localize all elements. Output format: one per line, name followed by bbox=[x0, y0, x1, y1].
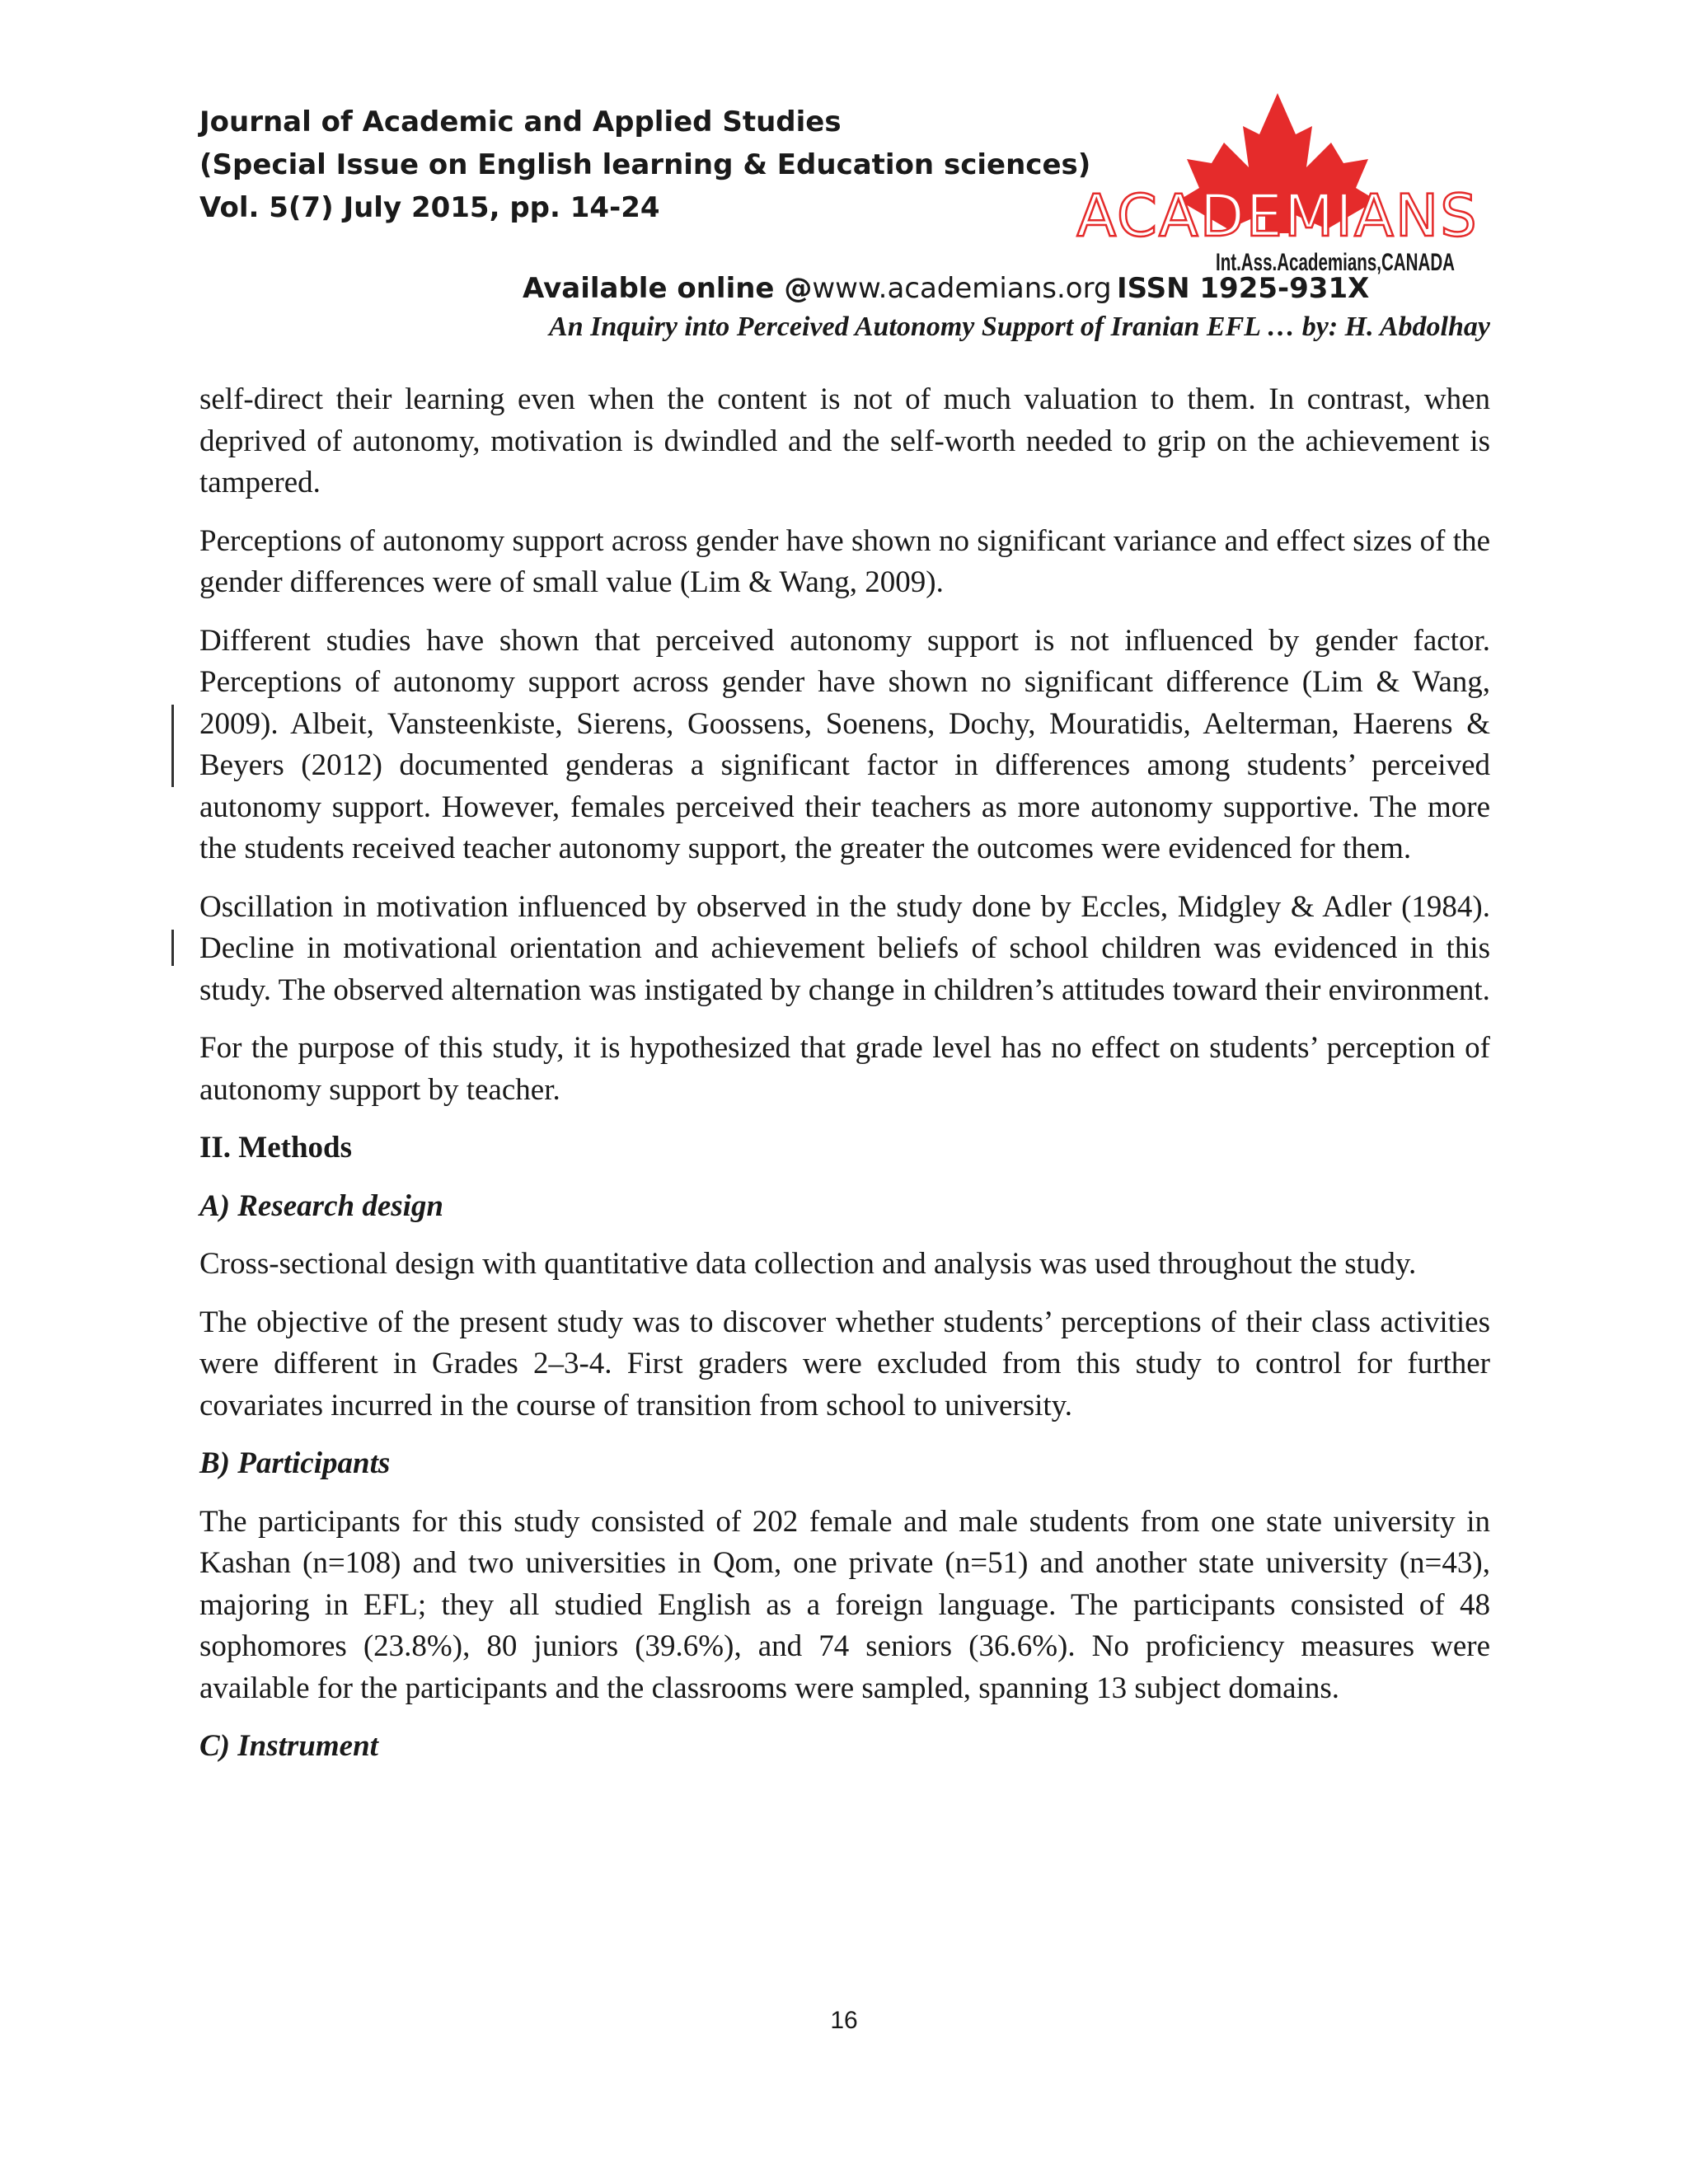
logo-subtitle: Int.Ass.Academians,CANADA bbox=[1216, 249, 1455, 276]
journal-url[interactable]: www.academians.org bbox=[812, 272, 1112, 305]
subsection-heading-research-design: A) Research design bbox=[199, 1188, 443, 1223]
journal-volume: Vol. 5(7) July 2015, pp. 14-24 bbox=[199, 191, 660, 224]
revision-bar bbox=[171, 705, 174, 787]
page-number: 16 bbox=[830, 2007, 858, 2034]
journal-title: Journal of Academic and Applied Studies bbox=[199, 105, 842, 138]
paragraph: Perceptions of autonomy support across gender have shown no significant variance and effect sizes of the gender differences were of small value (Lim & Wang, 2009). bbox=[199, 523, 1490, 599]
available-label: Available online @ bbox=[523, 272, 813, 305]
academians-logo bbox=[1071, 89, 1484, 295]
paragraph: For the purpose of this study, it is hypothesized that grade level has no effect on students’ perception of autonomy support by teacher. bbox=[199, 1031, 1490, 1107]
paragraph: Cross-sectional design with quantitative data collection and analysis was used throughout the study. bbox=[199, 1247, 1417, 1281]
revision-bar bbox=[171, 930, 174, 966]
article-body bbox=[199, 379, 1490, 1784]
subsection-heading-instrument: C) Instrument bbox=[199, 1729, 378, 1763]
subsection-heading-participants: B) Participants bbox=[199, 1446, 391, 1480]
paragraph: Oscillation in motivation influenced by observed in the study done by Eccles, Midgley & Adler (1984). Decline in motivational orientation and achievement beliefs of school children was evidenced in this study. The observed alternation was instigated by change in children’s attitudes toward their environment. bbox=[199, 889, 1490, 1007]
issn-number: ISSN 1925-931X bbox=[1117, 272, 1370, 305]
journal-header bbox=[199, 101, 1090, 229]
paragraph: The objective of the present study was to discover whether students’ perceptions of their class activities were different in Grades 2–3-4. First graders were excluded from this study to control for further covariates incurred in the course of transition from school to university. bbox=[199, 1305, 1490, 1422]
section-heading-methods: II. Methods bbox=[199, 1131, 353, 1165]
paragraph: Different studies have shown that perceived autonomy support is not influenced by gender factor. Perceptions of autonomy support across gender have shown no significant difference (Lim & Wang, 2009). Albeit, Vansteenkiste, Sierens, Goossens, Soenens, Dochy, Mouratidis, Aelterman, Haerens & Beyers (2012) documented genderas a significant factor in differences among students’ perceived autonomy support. However, females perceived their teachers as more autonomy supportive. The more the students received teacher autonomy support, the greater the outcomes were evidenced for them. bbox=[199, 623, 1490, 865]
availability-line bbox=[523, 272, 1112, 305]
paragraph: self-direct their learning even when the content is not of much valuation to them. In contrast, when deprived of autonomy, motivation is dwindled and the self-worth needed to grip on the achievement is tampered. bbox=[199, 382, 1490, 499]
journal-special-issue: (Special Issue on English learning & Education sciences) bbox=[199, 148, 1091, 181]
paragraph: The participants for this study consisted of 202 female and male students from one state university in Kashan (n=108) and two universities in Qom, one private (n=51) and another state university (n=43), majoring in EFL; they all studied English as a foreign language. The participants consisted of 48 sophomores (23.8%), 80 juniors (39.6%), and 74 seniors (36.6%). No proficiency measures were available for the participants and the classrooms were sampled, spanning 13 subject domains. bbox=[199, 1504, 1490, 1705]
running-title: An Inquiry into Perceived Autonomy Support of Iranian EFL … by: H. Abdolhay bbox=[549, 312, 1490, 342]
logo-wordmark: ACADEMIANS bbox=[1076, 182, 1479, 250]
